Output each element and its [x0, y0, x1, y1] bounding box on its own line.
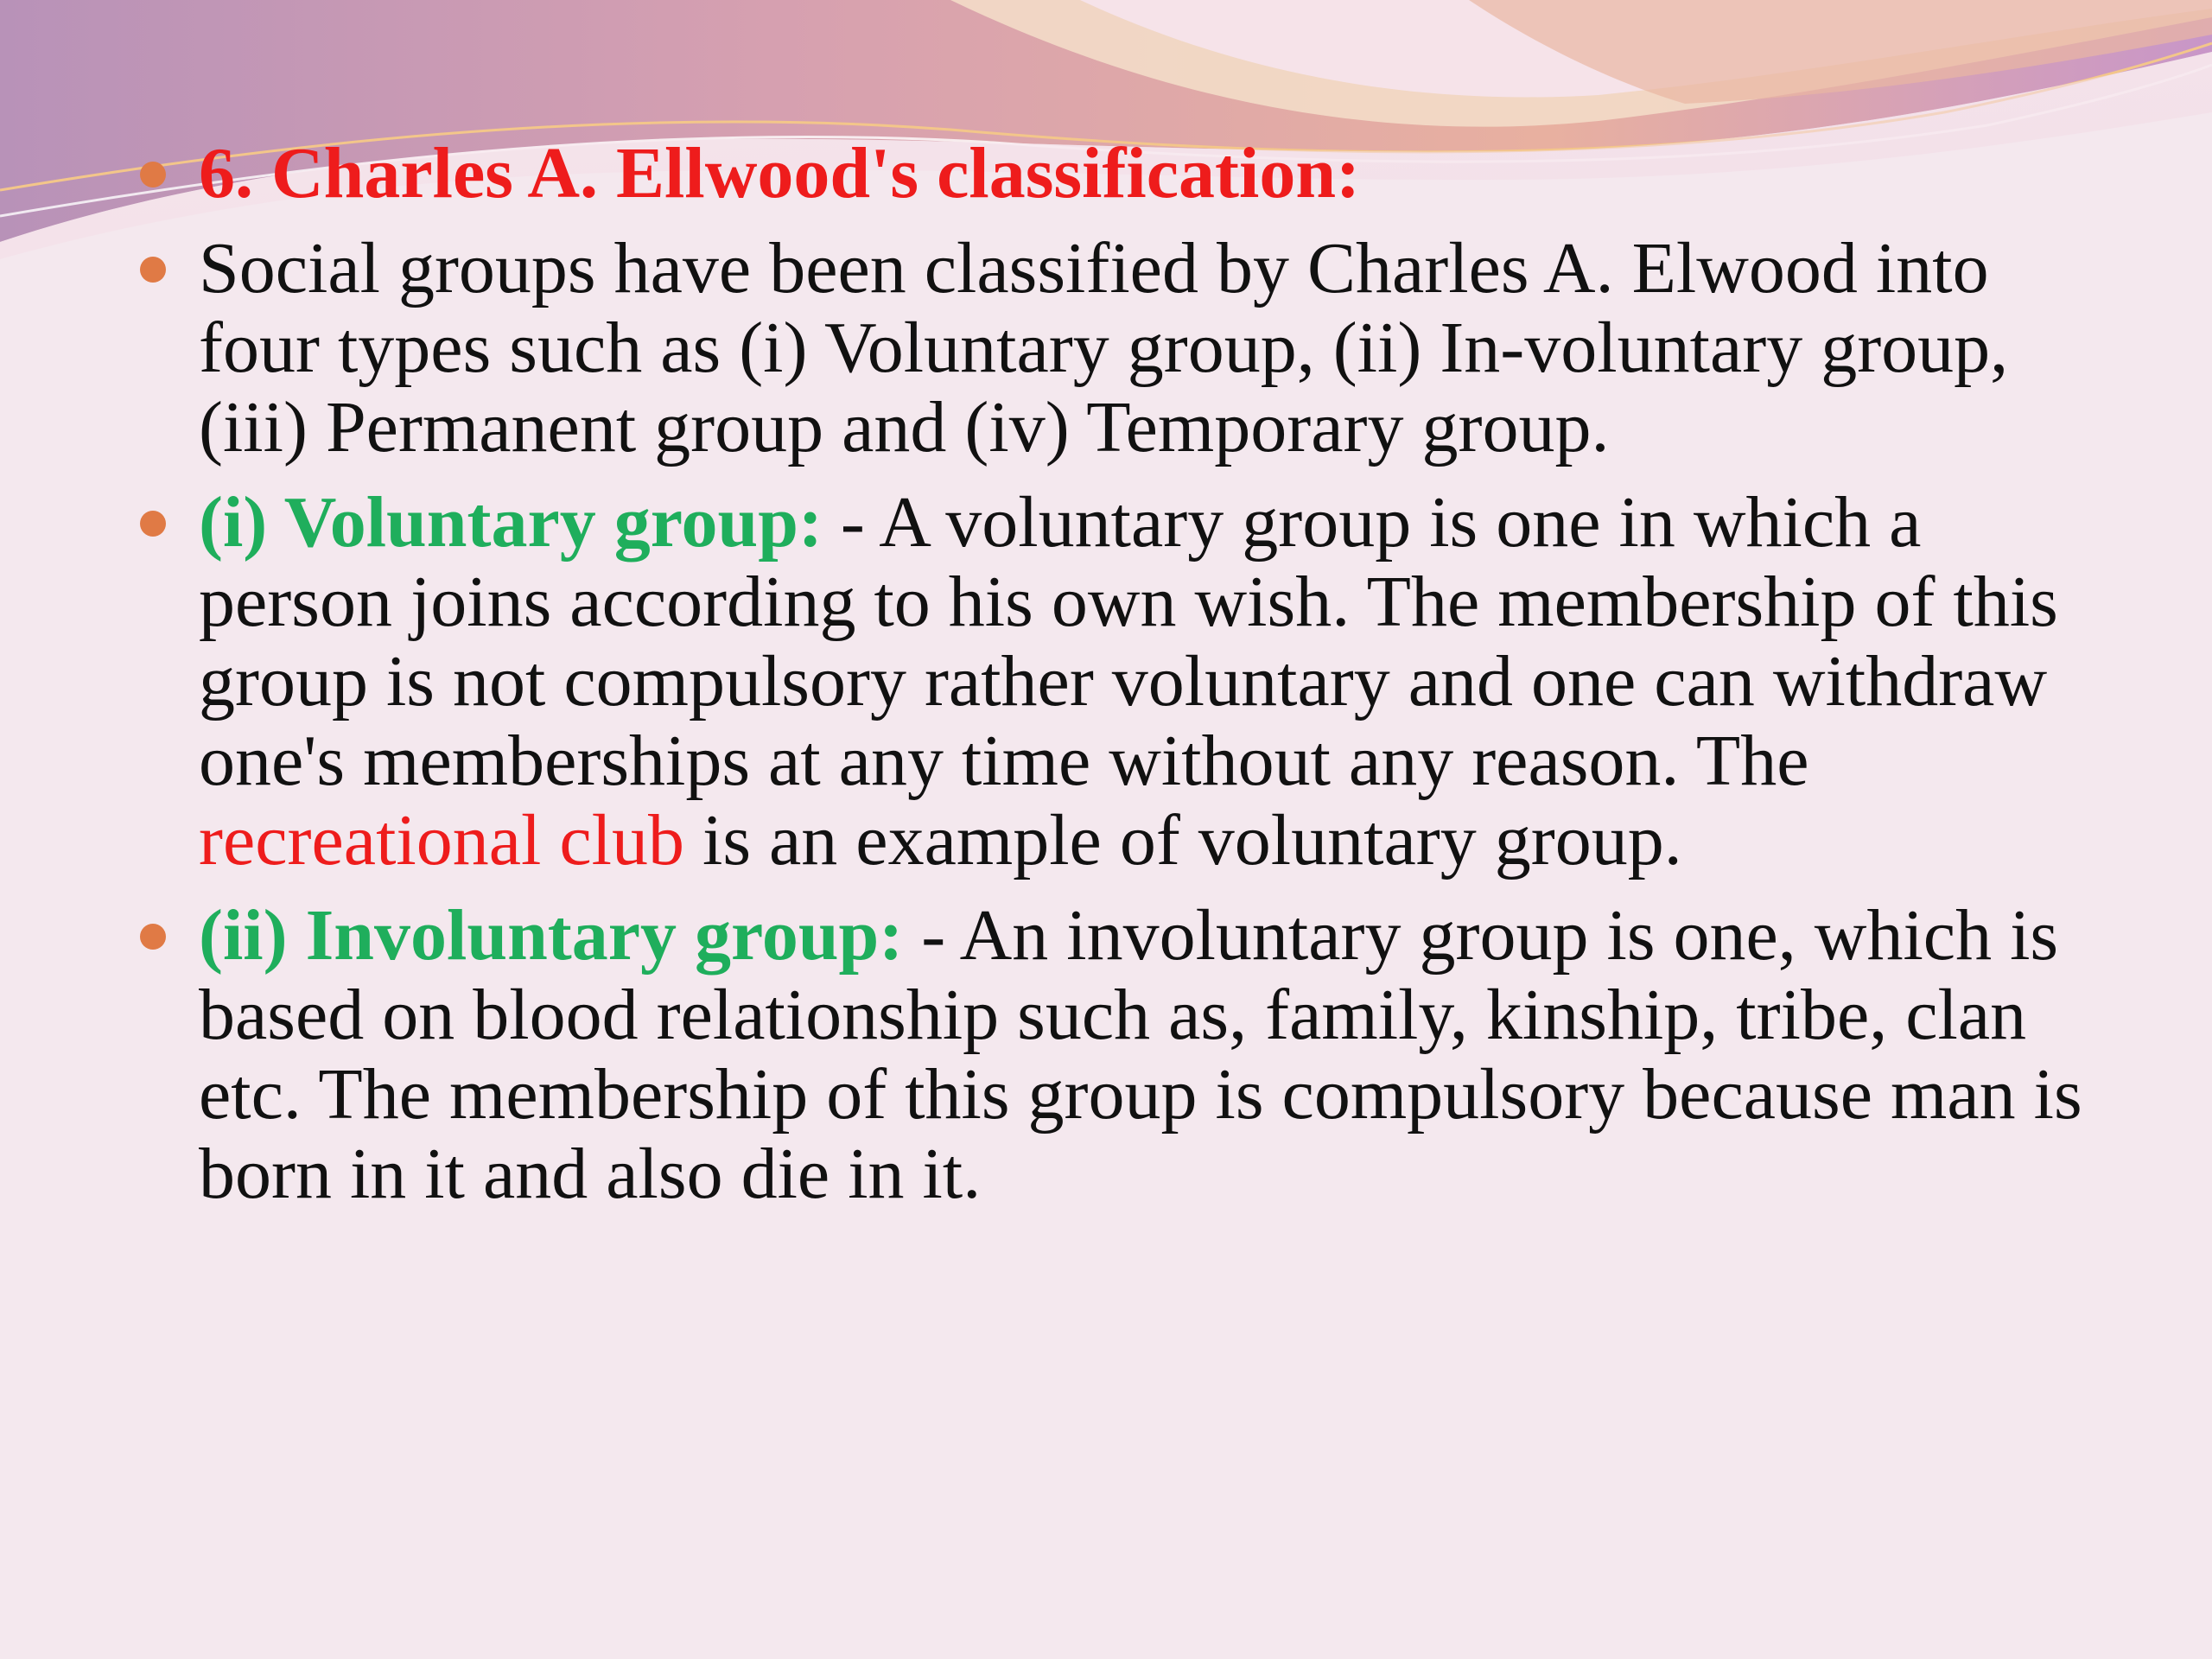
involuntary-group-term: (ii) Involuntary group:	[199, 895, 904, 976]
bullet-icon	[140, 924, 166, 950]
bullet-icon	[140, 511, 166, 537]
voluntary-group-term: (i) Voluntary group:	[199, 482, 823, 563]
bullet-intro	[130, 229, 2117, 467]
voluntary-group-text-end: is an example of voluntary group.	[684, 800, 1682, 880]
bullet-icon	[140, 162, 166, 188]
intro-text: Social groups have been classified by Charles A. Elwood into four types such as (i) Voluntary group, (ii) In-voluntary group, (iii) Permanent group and (iv) Temporary group.	[199, 228, 2009, 467]
bullet-icon	[140, 257, 166, 283]
bullet-title	[130, 134, 2117, 213]
bullet-involuntary-group	[130, 896, 2117, 1214]
recreational-club-highlight: recreational club	[199, 800, 684, 880]
voluntary-group-text: - A voluntary group is one in which a person joins according to his own wish. The membership of this group is not compulsory rather voluntary and one can withdraw one's memberships at any time without any reason. The	[199, 482, 2058, 801]
slide-content	[130, 134, 2117, 1230]
slide-title: 6. Charles A. Ellwood's classification:	[199, 133, 1361, 213]
involuntary-group-text: - An involuntary group is one, which is based on blood relationship such as, family, kinship, tribe, clan etc. The membership of this group is compulsory because man is born in it and also die in it.	[199, 895, 2082, 1214]
bullet-voluntary-group	[130, 483, 2117, 880]
